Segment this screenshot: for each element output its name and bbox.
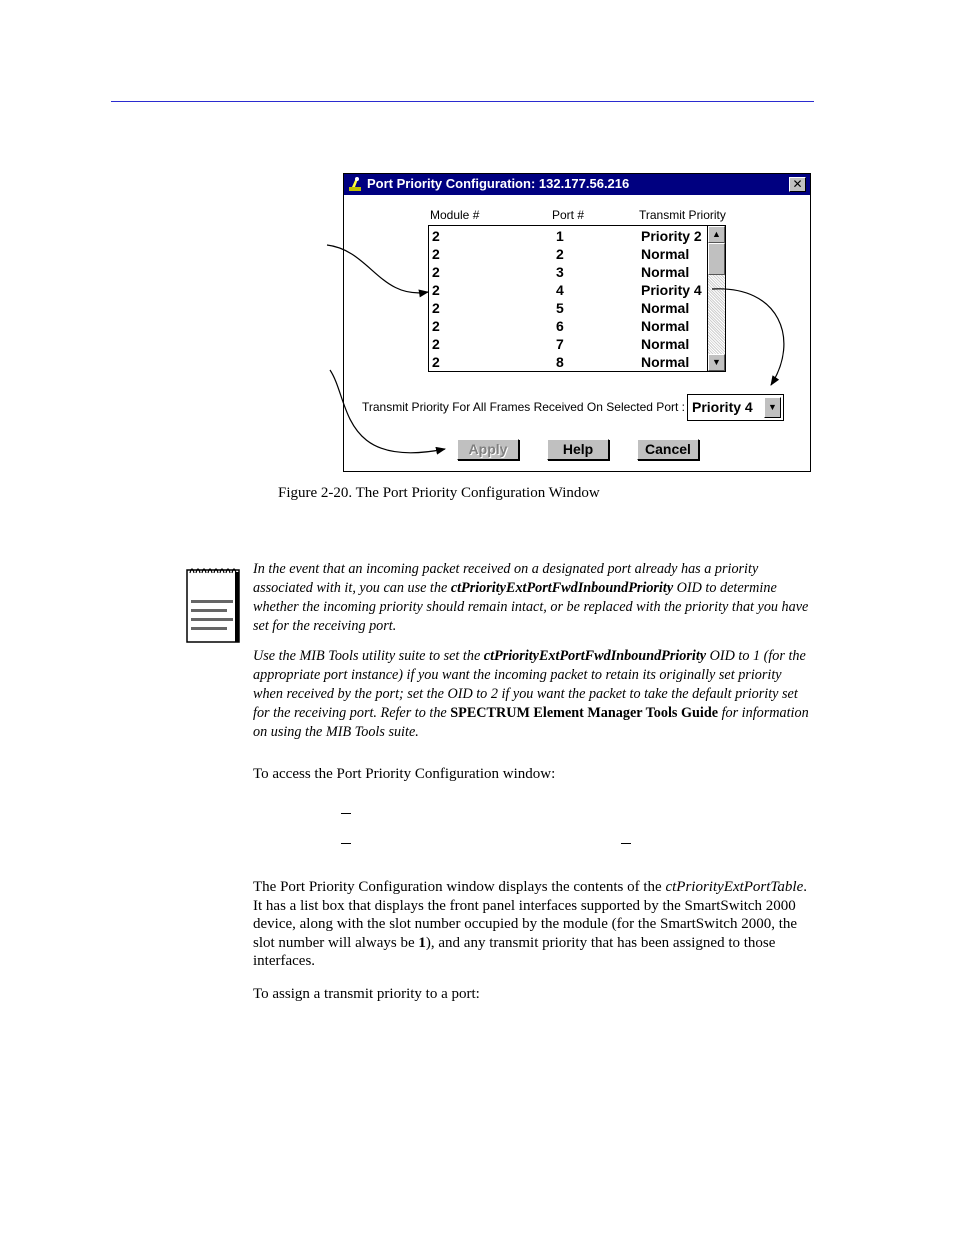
table-row[interactable] [429, 299, 707, 317]
header-rule [111, 101, 814, 102]
scroll-up-arrow-icon[interactable]: ▲ [708, 226, 725, 243]
table-row[interactable] [429, 353, 707, 371]
window-description: The Port Priority Configuration window displays the contents of the ctPriorityExtPortTable. It has a list box that displays the front panel interfaces supported by the SmartSwitch 2000 device, along with the slot number occupied by the module (for the SmartSwitch 2000, the slot number will always be 1), and any transmit priority that has been assigned to those interfaces. [253, 879, 807, 969]
port-list-box[interactable] [428, 225, 726, 372]
transmit-priority-label: Transmit Priority For All Frames Received On Selected Port : [362, 400, 685, 414]
priority-cell: Normal [641, 318, 690, 334]
port-cell: 6 [556, 318, 564, 334]
step-dash [621, 843, 631, 844]
step-dash [341, 843, 351, 844]
module-cell: 2 [432, 354, 440, 370]
close-button[interactable]: ✕ [789, 177, 806, 192]
module-cell: 2 [432, 336, 440, 352]
table-row[interactable] [429, 317, 707, 335]
priority-cell: Normal [641, 246, 690, 262]
table-row[interactable] [429, 227, 707, 245]
assign-intro: To assign a transmit priority to a port: [253, 986, 480, 1002]
access-intro: To access the Port Priority Configuration window: [253, 766, 556, 782]
port-cell: 5 [556, 300, 564, 316]
module-cell: 2 [432, 318, 440, 334]
table-row[interactable] [429, 245, 707, 263]
module-cell: 2 [432, 300, 440, 316]
port-cell: 4 [556, 282, 564, 298]
cancel-button[interactable]: Cancel [637, 439, 699, 460]
port-cell: 2 [556, 246, 564, 262]
column-header-module: Module # [430, 208, 480, 222]
column-header-priority: Transmit Priority [639, 208, 726, 222]
module-cell: 2 [432, 264, 440, 280]
dropdown-arrow-icon[interactable]: ▼ [764, 397, 781, 418]
step-dash [341, 813, 351, 814]
module-cell: 2 [432, 282, 440, 298]
table-name: ctPriorityExtPortTable [665, 879, 804, 895]
oid-name: ctPriorityExtPortFwdInboundPriority [450, 580, 674, 596]
priority-cell: Normal [641, 354, 690, 370]
port-cell: 7 [556, 336, 564, 352]
notepad-icon [186, 564, 240, 644]
table-row[interactable] [429, 335, 707, 353]
slot-number: 1 [418, 934, 426, 951]
module-cell: 2 [432, 228, 440, 244]
port-cell: 8 [556, 354, 564, 370]
port-cell: 3 [556, 264, 564, 280]
scroll-thumb[interactable] [708, 243, 725, 275]
figure-caption: Figure 2-20. The Port Priority Configuration Window [278, 485, 600, 501]
oid-name: ctPriorityExtPortFwdInboundPriority [483, 648, 707, 664]
apply-button[interactable]: Apply [457, 439, 519, 460]
note-paragraph-1: In the event that an incoming packet received on a designated port already has a priority associated with it, you can use the ctPriorityExtPortFwdInboundPriority OID to determine whether the incoming priority should remain intact, or be replaced with the priority that you have set for the receiving port. [253, 561, 809, 634]
priority-cell: Priority 2 [641, 228, 702, 244]
port-priority-dialog [343, 173, 811, 472]
vertical-scrollbar[interactable] [707, 226, 725, 371]
port-cell: 1 [556, 228, 564, 244]
scroll-down-arrow-icon[interactable]: ▼ [708, 354, 725, 371]
transmit-priority-select[interactable] [687, 394, 784, 421]
priority-cell: Priority 4 [641, 282, 702, 298]
table-row[interactable] [429, 281, 707, 299]
guide-title: SPECTRUM Element Manager Tools Guide [450, 705, 719, 721]
table-row[interactable] [429, 263, 707, 281]
priority-cell: Normal [641, 264, 690, 280]
priority-cell: Normal [641, 300, 690, 316]
note-paragraph-2: Use the MIB Tools utility suite to set the ctPriorityExtPortFwdInboundPriority OID to 1 (for the appropriate port instance) if you want the incoming packet to retain its originally set priority when received by the port; set the OID to 2 if you want the packet to take the default priority set for the receiving port. Refer to the SPECTRUM Element Manager Tools Guide for information on using the MIB Tools suite. [253, 648, 809, 740]
module-cell: 2 [432, 246, 440, 262]
app-icon [347, 176, 363, 192]
dialog-title: Port Priority Configuration: 132.177.56.216 [367, 176, 630, 191]
priority-cell: Normal [641, 336, 690, 352]
title-bar[interactable] [344, 174, 810, 195]
help-button[interactable]: Help [547, 439, 609, 460]
selected-priority-value: Priority 4 [692, 399, 753, 415]
column-header-port: Port # [552, 208, 585, 222]
